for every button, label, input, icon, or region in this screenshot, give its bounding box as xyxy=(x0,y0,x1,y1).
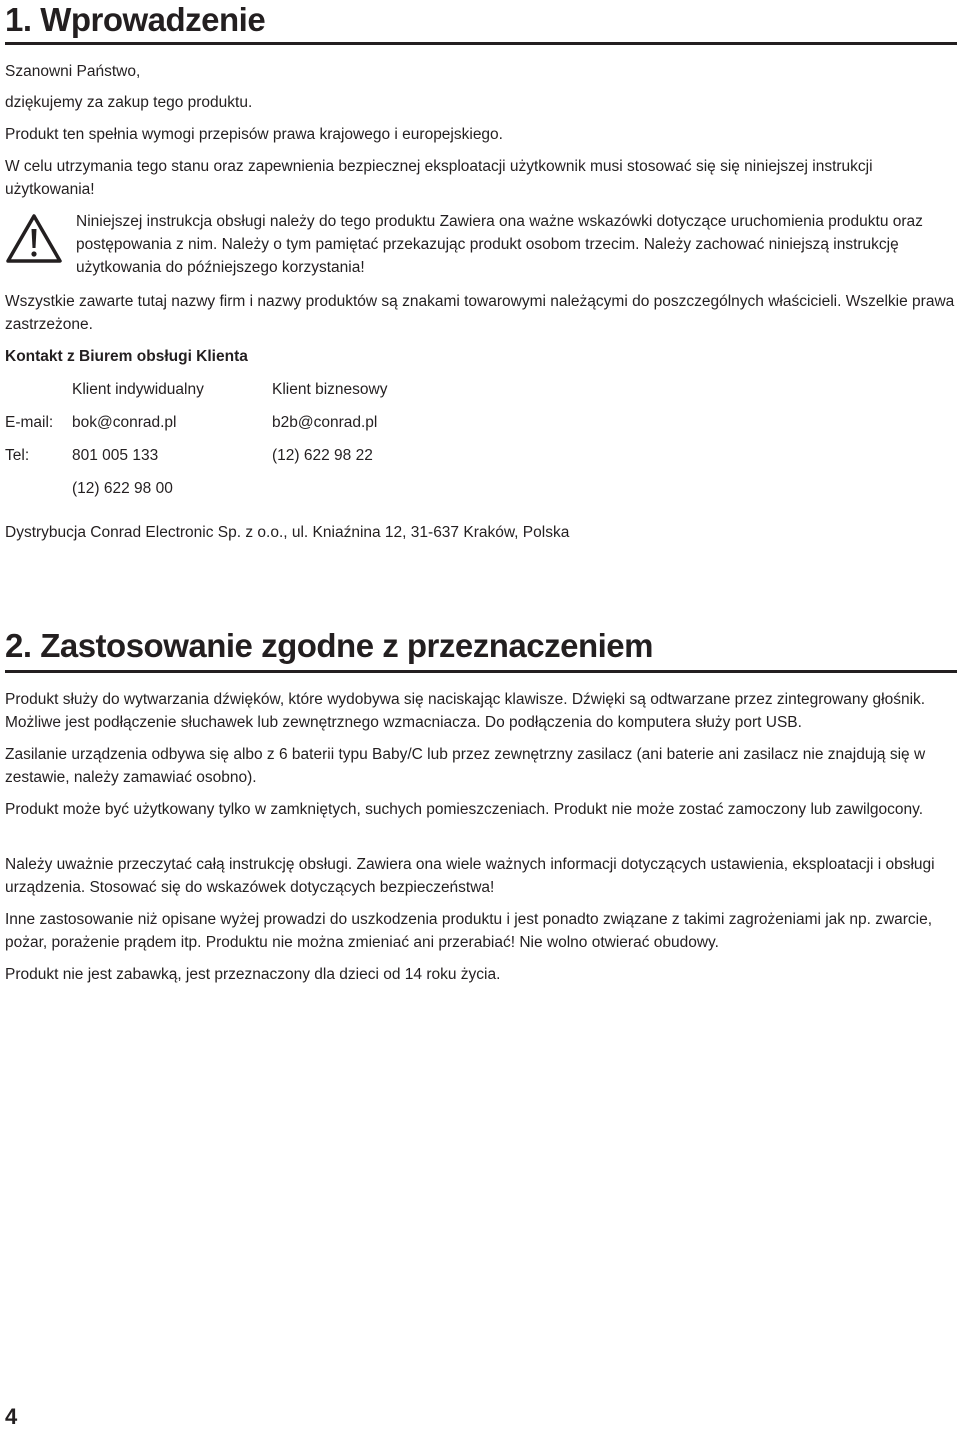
warning-text: Niniejszej instrukcja obsługi należy do tego produktu Zawiera ona ważne wskazówki dotyczące uruchomienia produktu oraz postępowania z nim. Należy o tym pamiętać przekazując produkt osobom trzecim. Należy zachować niniejszą instrukcję użytkowania do późniejszego korzystania! xyxy=(76,213,923,276)
compliance-text: Produkt ten spełnia wymogi przepisów prawa krajowego i europejskiego. xyxy=(5,126,503,143)
thanks-text: dziękujemy za zakup tego produktu. xyxy=(5,94,253,111)
distribution-text: Dystrybucja Conrad Electronic Sp. z o.o., ul. Kniaźnina 12, 31-637 Kraków, Polska xyxy=(5,524,570,541)
email-label: E-mail: xyxy=(5,414,54,431)
tel-individual-2: (12) 622 98 00 xyxy=(72,480,173,497)
usage-paragraph: Produkt służy do wytwarzania dźwięków, które wydobywa się naciskając klawisze. Dźwięki są odtwarzane przez zintegrowany głośnik. Możliwe jest podłączenie słuchawek lub zewnętrznego wzmacniacza. Do podłączenia do komputera służy port USB. xyxy=(5,691,926,731)
contact-heading: Kontakt z Biurem obsługi Klienta xyxy=(5,348,248,365)
usage-paragraph: Produkt może być użytkowany tylko w zamkniętych, suchych pomieszczeniach. Produkt nie może zostać zamoczony lub zawilgocony. xyxy=(5,801,924,818)
greeting: Szanowni Państwo, xyxy=(5,63,141,80)
instruction-text: W celu utrzymania tego stanu oraz zapewnienia bezpiecznej eksploatacji użytkownik musi stosować się się niniejszej instrukcji użytkowania! xyxy=(5,158,873,198)
tel-individual-1: 801 005 133 xyxy=(72,447,159,464)
email-business: b2b@conrad.pl xyxy=(272,414,378,431)
warning-triangle-icon xyxy=(5,212,63,264)
usage-paragraph: Produkt nie jest zabawką, jest przeznaczony dla dzieci od 14 roku życia. xyxy=(5,966,501,983)
email-individual: bok@conrad.pl xyxy=(72,414,177,431)
contact-col-individual: Klient indywidualny xyxy=(72,381,204,398)
section-2-heading: 2. Zastosowanie zgodne z przeznaczeniem xyxy=(5,624,957,673)
usage-paragraph: Inne zastosowanie niż opisane wyżej prowadzi do uszkodzenia produktu i jest ponadto związane z takimi zagrożeniami jak np. zwarcie, pożar, porażenie prądem itp. Produktu nie można zmieniać ani przerabiać! Nie wolno otwierać obudowy. xyxy=(5,911,933,951)
tel-business: (12) 622 98 22 xyxy=(272,447,373,464)
usage-paragraph: Zasilanie urządzenia odbywa się albo z 6 baterii typu Baby/C lub przez zewnętrzny zasilacz (ani baterie ani zasilacz nie znajdują się w zestawie, należy zamawiać osobno). xyxy=(5,746,926,786)
page-number: 4 xyxy=(5,1404,18,1429)
contact-col-business: Klient biznesowy xyxy=(272,381,388,398)
trademarks-text: Wszystkie zawarte tutaj nazwy firm i nazwy produktów są znakami towarowymi należącymi do poszczególnych właścicieli. Wszelkie prawa zastrzeżone. xyxy=(5,293,955,333)
section-1-heading: 1. Wprowadzenie xyxy=(5,0,957,45)
tel-label: Tel: xyxy=(5,447,30,464)
usage-paragraph: Należy uważnie przeczytać całą instrukcję obsługi. Zawiera ona wiele ważnych informacji dotyczących ustawienia, eksploatacji i obsługi urządzenia. Stosować się do wskazówek dotyczących bezpieczeństwa! xyxy=(5,856,935,896)
